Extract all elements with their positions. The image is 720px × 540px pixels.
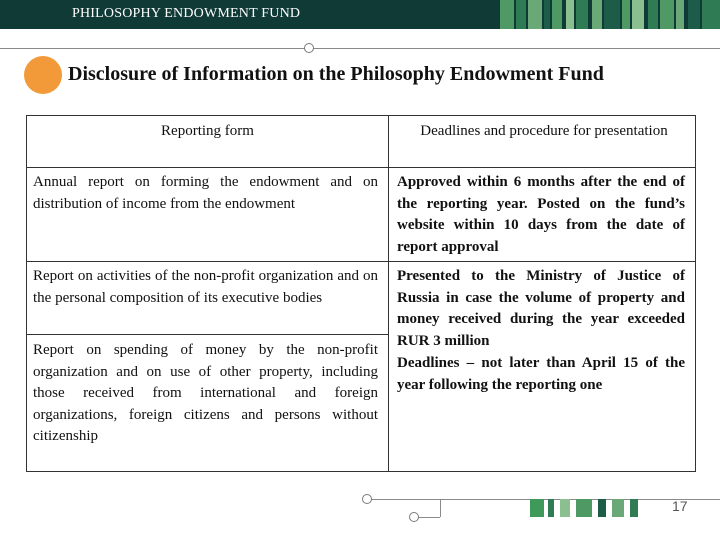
row2-form: Report on activities of the non-profit organization and on the personal composition of its executive bodies (33, 268, 378, 306)
page-title: Disclosure of Information on the Philosophy Endowment Fund (68, 63, 604, 85)
row-divider (27, 167, 695, 168)
disclosure-table (26, 115, 696, 472)
org-name: PHILOSOPHY ENDOWMENT FUND (72, 6, 301, 21)
title-bullet (24, 56, 62, 94)
bottom-divider-circle (362, 494, 372, 504)
header-reporting-form: Reporting form (161, 123, 254, 139)
top-divider-circle (304, 43, 314, 53)
row-divider (27, 261, 695, 262)
row1-form: Annual report on forming the endowment and on distribution of income from the endowment (33, 174, 378, 212)
header-deadlines: Deadlines and procedure for presentation (420, 123, 668, 139)
bottom-divider-2 (418, 517, 440, 518)
column-divider (388, 116, 389, 471)
bottom-divider-circle-2 (409, 512, 419, 522)
bottom-divider (370, 499, 720, 500)
top-divider (0, 48, 720, 49)
row-divider (27, 334, 388, 335)
bottom-connector (440, 499, 441, 517)
row2-deadline: Presented to the Ministry of Justice of Russia in case the volume of property and money received during the year exceeded RUR 3 million (397, 268, 685, 349)
row3-form: Report on spending of money by the non-profit organization and on use of other property, including those received from international and foreign organizations, foreign citizens and persons without citizenship (33, 342, 378, 444)
page-number: 17 (672, 498, 688, 514)
row3-deadline: Deadlines – not later than April 15 of the year following the reporting one (397, 355, 685, 393)
row1-deadline: Approved within 6 months after the end of the reporting year. Posted on the fund’s website within 10 days from the date of report approval (397, 174, 685, 255)
